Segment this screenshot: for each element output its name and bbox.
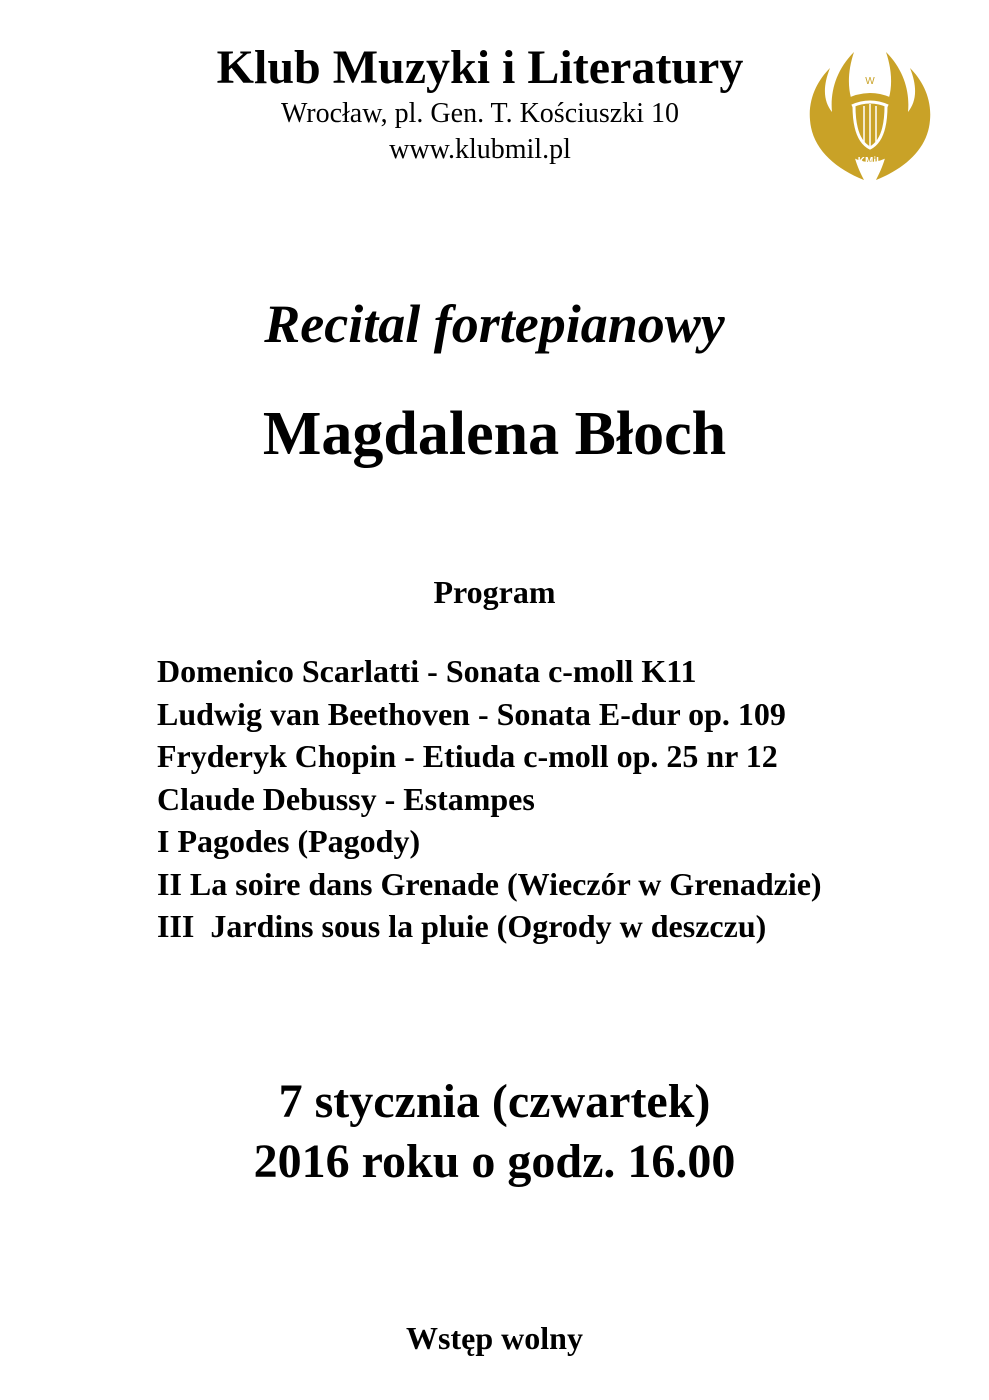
program-item: I Pagodes (Pagody) xyxy=(157,823,421,859)
event-date-line1: 7 stycznia (czwartek) xyxy=(278,1075,711,1128)
performer-name: Magdalena Błoch xyxy=(262,400,727,468)
program-item: Domenico Scarlatti - Sonata c-moll K11 xyxy=(157,653,697,689)
program-heading: Program xyxy=(433,574,556,610)
club-name: Klub Muzyki i Literatury xyxy=(216,41,744,94)
club-address: Wrocław, pl. Gen. T. Kościuszki 10 xyxy=(280,98,680,129)
club-logo-icon xyxy=(804,40,936,184)
program-item: II La soire dans Grenade (Wieczór w Grenadzie) xyxy=(157,865,822,902)
admission-note: Wstęp wolny xyxy=(406,1320,583,1356)
logo-text-bottom: KMiL xyxy=(857,156,883,167)
program-item: Claude Debussy - Estampes xyxy=(157,780,535,817)
program-list xyxy=(157,650,822,948)
event-type: Recital fortepianowy xyxy=(264,294,725,354)
event-date-line2: 2016 roku o godz. 16.00 xyxy=(253,1135,736,1188)
program-item: III Jardins sous la pluie (Ogrody w deszczu) xyxy=(157,908,767,944)
logo-text-top: W xyxy=(865,76,875,87)
club-website: www.klubmil.pl xyxy=(389,134,571,165)
event-date xyxy=(0,1072,989,1192)
program-item: Fryderyk Chopin - Etiuda c-moll op. 25 nr 12 xyxy=(157,738,778,774)
program-item: Ludwig van Beethoven - Sonata E-dur op. 109 xyxy=(157,695,786,732)
